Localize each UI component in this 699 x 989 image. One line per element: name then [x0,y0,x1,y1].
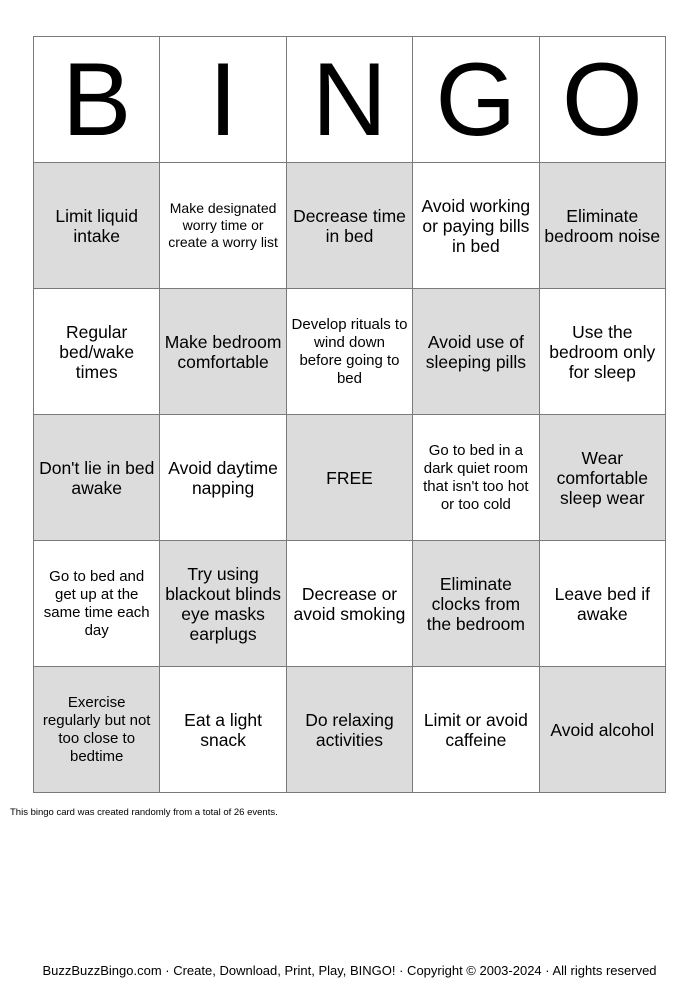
bingo-cell [413,289,539,415]
bingo-cell-text: Eliminate clocks from the bedroom [426,573,525,634]
bingo-cell-text: Limit or avoid caffeine [423,709,528,750]
bingo-cell [34,541,160,667]
bingo-cell [413,163,539,289]
header-letter-o: O [539,37,665,163]
bingo-cell-text: Avoid use of sleeping pills [425,331,526,372]
bingo-cell [34,667,160,793]
bingo-cell [286,163,412,289]
bingo-cell-text: Make designated worry time or create a worry list [168,200,278,250]
card-row [34,163,666,289]
header-letter-b: B [34,37,160,163]
header-letter-g: G [413,37,539,163]
bingo-cell [34,289,160,415]
bingo-cell-text: Exercise regularly but not too close to bedtime [42,693,151,765]
bingo-cell-text: Limit liquid intake [55,205,139,246]
card-row [34,541,666,667]
header-letter-i: I [160,37,286,163]
header-row [34,37,666,163]
card-row [34,667,666,793]
bingo-cell [413,667,539,793]
bingo-cell [160,415,286,541]
bingo-cell-text: Leave bed if awake [554,583,650,624]
bingo-cell-text: Go to bed in a dark quiet room that isn't too hot or too cold [423,441,529,513]
footer-copyright: BuzzBuzzBingo.com · Create, Download, Print, Play, BINGO! · Copyright © 2003-2024 · All rights reserved [42,963,657,978]
bingo-cell [160,289,286,415]
header-letter-n: N [286,37,412,163]
bingo-cell [286,667,412,793]
bingo-cell-text: Go to bed and get up at the same time each day [43,567,150,639]
bingo-cell [286,541,412,667]
bingo-cell-text: Make bedroom comfortable [164,331,282,372]
bingo-cell-text: Avoid alcohol [550,719,655,740]
bingo-cell-text: Eat a light snack [184,709,262,750]
bingo-cell [413,541,539,667]
bingo-cell-text: Try using blackout blinds eye masks earplugs [165,563,281,644]
bingo-cell [160,541,286,667]
bingo-cell-text: Wear comfortable sleep wear [556,447,648,508]
bingo-cell-text: Use the bedroom only for sleep [549,321,656,382]
bingo-cell-text: Decrease or avoid smoking [293,583,406,624]
free-space-text: FREE [326,467,373,488]
bingo-cell [539,163,665,289]
bingo-cell-text: Develop rituals to wind down before going to bed [291,315,408,387]
card-row [34,415,666,541]
bingo-cell-text: Regular bed/wake times [59,321,135,382]
bingo-cell [539,541,665,667]
bingo-cell-text: Avoid working or paying bills in bed [421,195,531,256]
bingo-cell [286,289,412,415]
generation-note: This bingo card was created randomly from a total of 26 events. [10,807,278,818]
bingo-cell-text: Do relaxing activities [305,709,394,750]
bingo-cell [160,163,286,289]
bingo-cell [539,667,665,793]
bingo-cell-text: Decrease time in bed [293,205,406,246]
free-space-cell [286,415,412,541]
bingo-cell [539,415,665,541]
bingo-cell [160,667,286,793]
bingo-cell-text: Eliminate bedroom noise [544,205,661,246]
bingo-cell [34,163,160,289]
bingo-cell [539,289,665,415]
bingo-card [33,36,666,793]
bingo-cell-text: Avoid daytime napping [168,457,278,498]
card-row [34,289,666,415]
bingo-cell [34,415,160,541]
bingo-cell-text: Don't lie in bed awake [39,457,155,498]
bingo-cell [413,415,539,541]
